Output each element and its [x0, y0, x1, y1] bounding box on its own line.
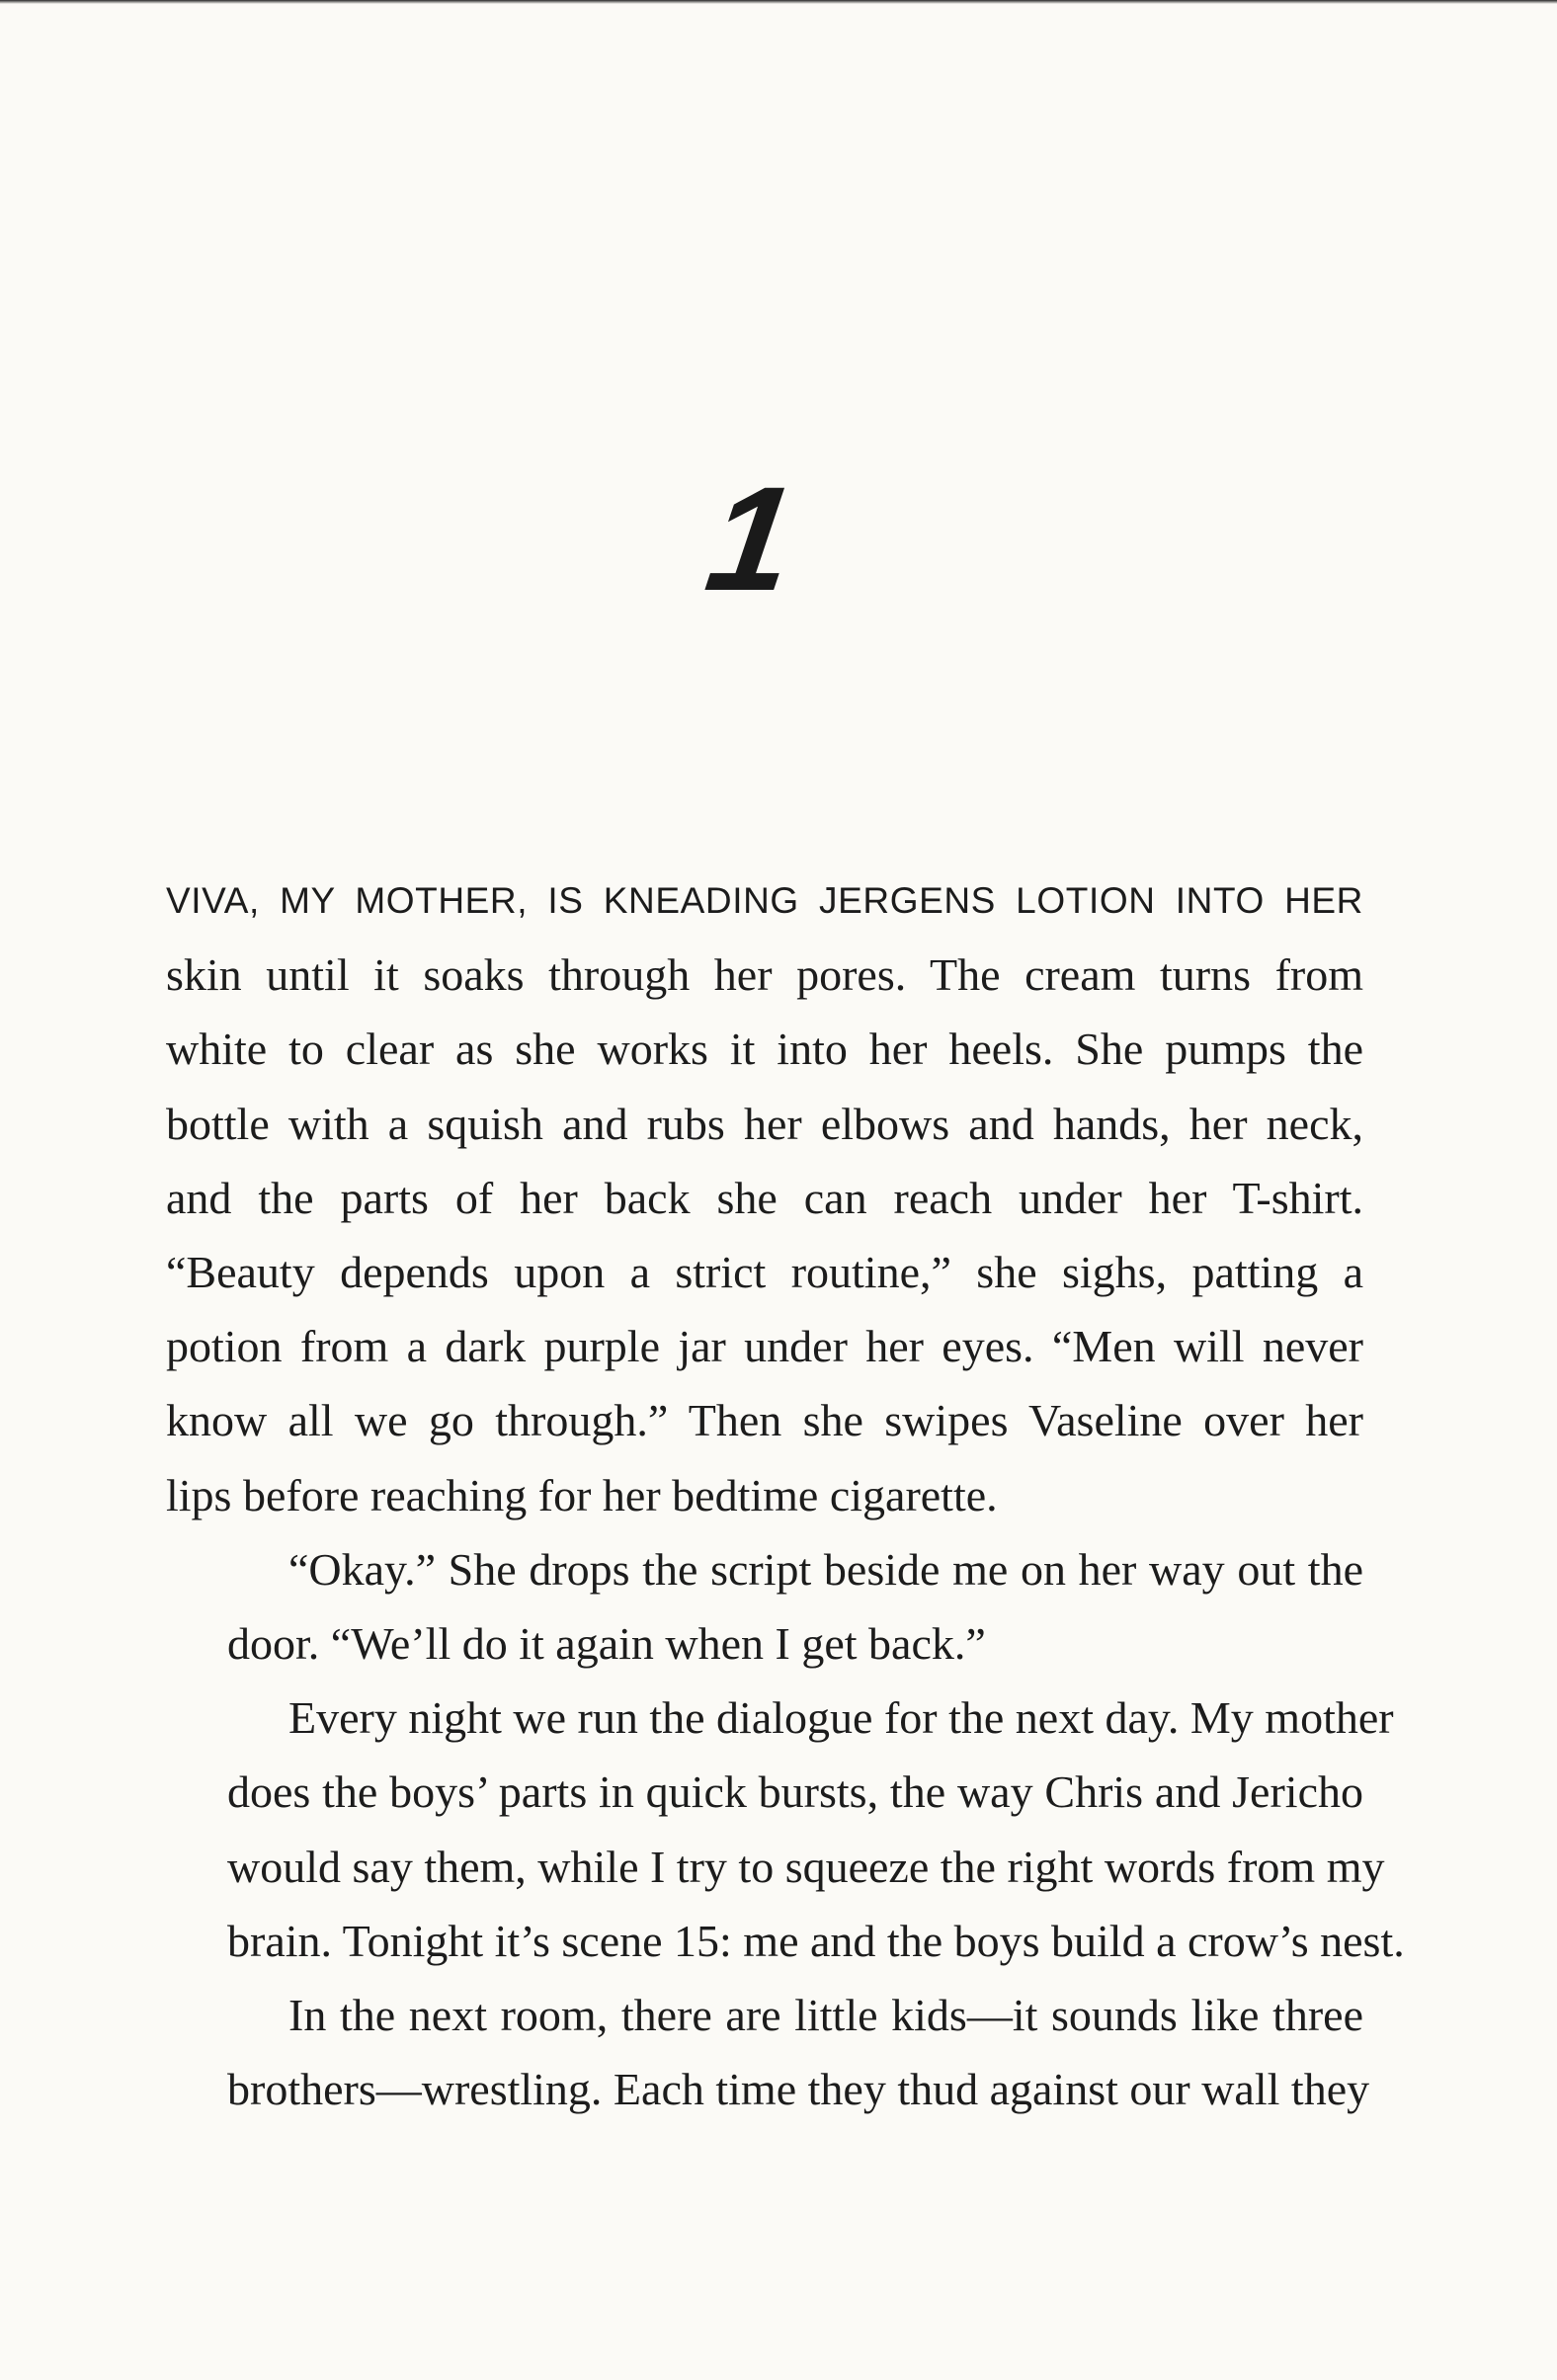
text-line: and the parts of her back she can reach under her T-shirt. [166, 1172, 1363, 1223]
paragraph-2 [166, 1532, 1363, 1681]
text-line: door. “We’ll do it again when I get back.” [227, 1618, 986, 1670]
chapter-number: 1 [697, 455, 804, 621]
text-line: know all we go through.” Then she swipes Vaseline over her [166, 1395, 1363, 1446]
text-line: would say them, while I try to squeeze the right words from my [227, 1841, 1385, 1892]
text-line: does the boys’ parts in quick bursts, the way Chris and Jericho [227, 1766, 1363, 1818]
text-line: brothers—wrestling. Each time they thud against our wall they [227, 2064, 1370, 2115]
text-line: potion from a dark purple jar under her eyes. “Men will never [166, 1321, 1363, 1372]
text-line: In the next room, there are little kids—it sounds like three [288, 1990, 1363, 2041]
text-line: white to clear as she works it into her heels. She pumps the [166, 1024, 1363, 1075]
paragraph-1 [166, 863, 1363, 1532]
chapter-lead-in: VIVA, MY MOTHER, IS KNEADING JERGENS LOTION INTO HER [166, 880, 1363, 921]
chapter-body-text [166, 863, 1405, 2126]
text-line: Every night we run the dialogue for the next day. My mother [288, 1692, 1394, 1744]
text-line: “Beauty depends upon a strict routine,” she sighs, patting a [166, 1247, 1363, 1298]
paragraph-4 [166, 1978, 1370, 2126]
text-line: bottle with a squish and rubs her elbows and hands, her neck, [166, 1098, 1363, 1149]
paragraph-3 [166, 1681, 1405, 1978]
text-line: brain. Tonight it’s scene 15: me and the boys build a crow’s nest. [227, 1915, 1405, 1966]
page-top-edge [0, 0, 1557, 4]
text-line: skin until it soaks through her pores. The cream turns from [166, 949, 1363, 1001]
text-line: “Okay.” She drops the script beside me on her way out the [288, 1543, 1363, 1595]
text-line: lips before reaching for her bedtime cigarette. [166, 1469, 998, 1520]
